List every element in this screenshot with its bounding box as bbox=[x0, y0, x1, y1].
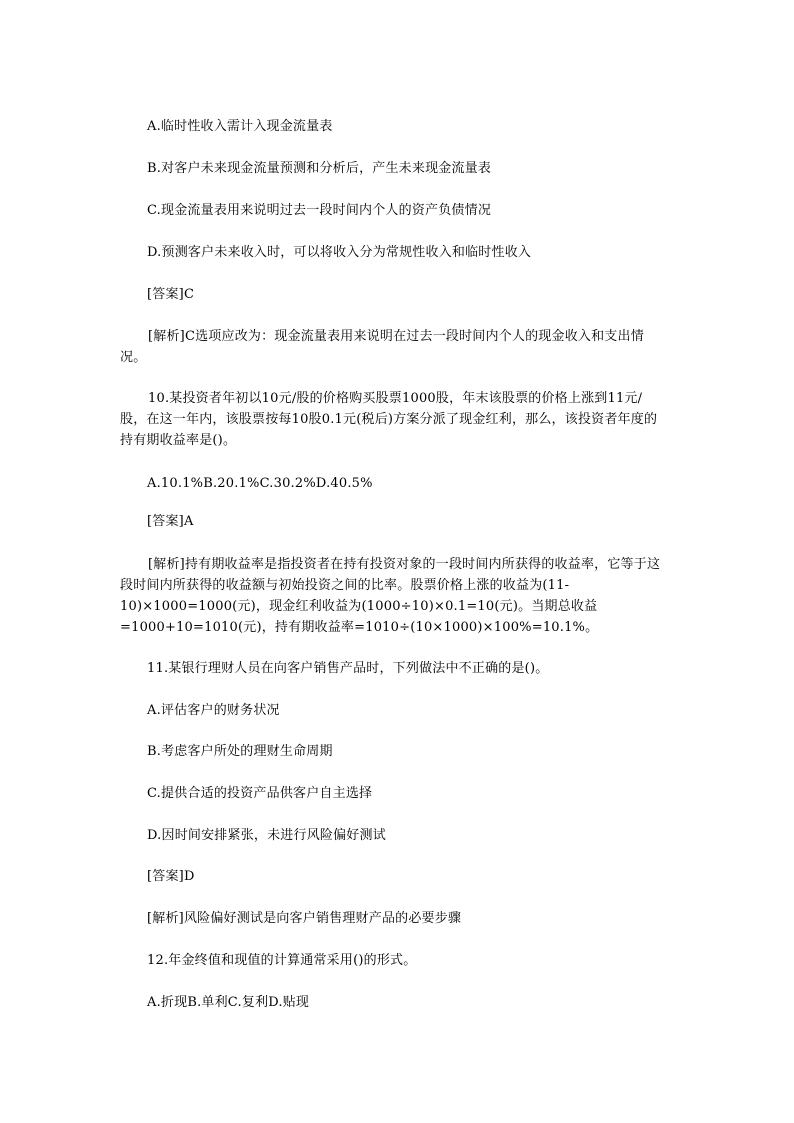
q10-answer: [答案]A bbox=[147, 514, 194, 529]
q10-question: 10.某投资者年初以10元/股的价格购买股票1000股，年末该股票的价格上涨到11元/股，在这一年内，该股票按每10股0.1元(税后)方案分派了现金红利，那么，该投资者年度的持有期收益率是()。 bbox=[120, 391, 658, 448]
q11-option-a: A.评估客户的财务状况 bbox=[147, 703, 280, 718]
q11-analysis: [解析]风险偏好测试是向客户销售理财产品的必要步骤 bbox=[147, 911, 462, 926]
q12-options: A.折现B.单利C.复利D.贴现 bbox=[147, 995, 310, 1010]
q9-option-c: C.现金流量表用来说明过去一段时间内个人的资产负债情况 bbox=[147, 203, 492, 218]
q9-analysis: [解析]C选项应改为：现金流量表用来说明在过去一段时间内个人的现金收入和支出情况。 bbox=[120, 329, 644, 365]
q10-analysis: [解析]持有期收益率是指投资者在持有投资对象的一段时间内所获得的收益率，它等于这段时间内所获得的收益额与初始投资之间的比率。股票价格上涨的收益为(11-10)×1000=1000(元)，现金红利收益为(1000÷10)×0.1=10(元)。当期总收益=1000+10=1010(元)，持有期收益率=1010÷(10×1000)×100%=10.1%。 bbox=[120, 557, 661, 635]
q11-option-b: B.考虑客户所处的理财生命周期 bbox=[147, 744, 333, 759]
q11-option-c: C.提供合适的投资产品供客户自主选择 bbox=[147, 786, 373, 801]
q11-option-d: D.因时间安排紧张，未进行风险偏好测试 bbox=[147, 828, 386, 843]
q12-question: 12.年金终值和现值的计算通常采用()的形式。 bbox=[147, 953, 417, 968]
q9-option-a: A.临时性收入需计入现金流量表 bbox=[147, 119, 333, 134]
q9-option-d: D.预测客户未来收入时，可以将收入分为常规性收入和临时性收入 bbox=[147, 245, 532, 260]
q10-options: A.10.1%B.20.1%C.30.2%D.40.5% bbox=[147, 476, 373, 491]
q11-answer: [答案]D bbox=[147, 869, 195, 884]
q9-answer: [答案]C bbox=[147, 287, 195, 302]
q9-option-b: B.对客户未来现金流量预测和分析后，产生未来现金流量表 bbox=[147, 161, 492, 176]
q11-question: 11.某银行理财人员在向客户销售产品时，下列做法中不正确的是()。 bbox=[147, 661, 549, 676]
